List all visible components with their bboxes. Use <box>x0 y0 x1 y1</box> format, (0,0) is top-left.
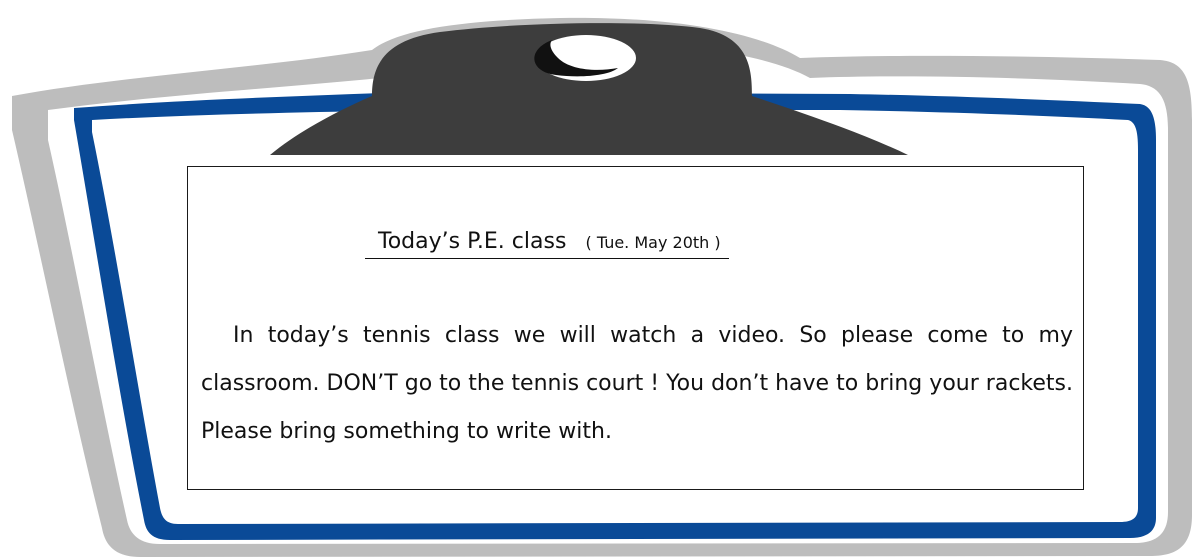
notice-heading <box>365 229 729 259</box>
notice-title: Today’s P.E. class <box>378 229 567 254</box>
notice-date: ( Tue. May 20th ) <box>585 233 721 252</box>
notice-box <box>187 166 1084 490</box>
notice-body: In today’s tennis class we will watch a video. So please come to my classroom. DON’T go to the tennis court ! You don’t have to bring your rackets. Please bring something to write with. <box>201 323 1073 444</box>
